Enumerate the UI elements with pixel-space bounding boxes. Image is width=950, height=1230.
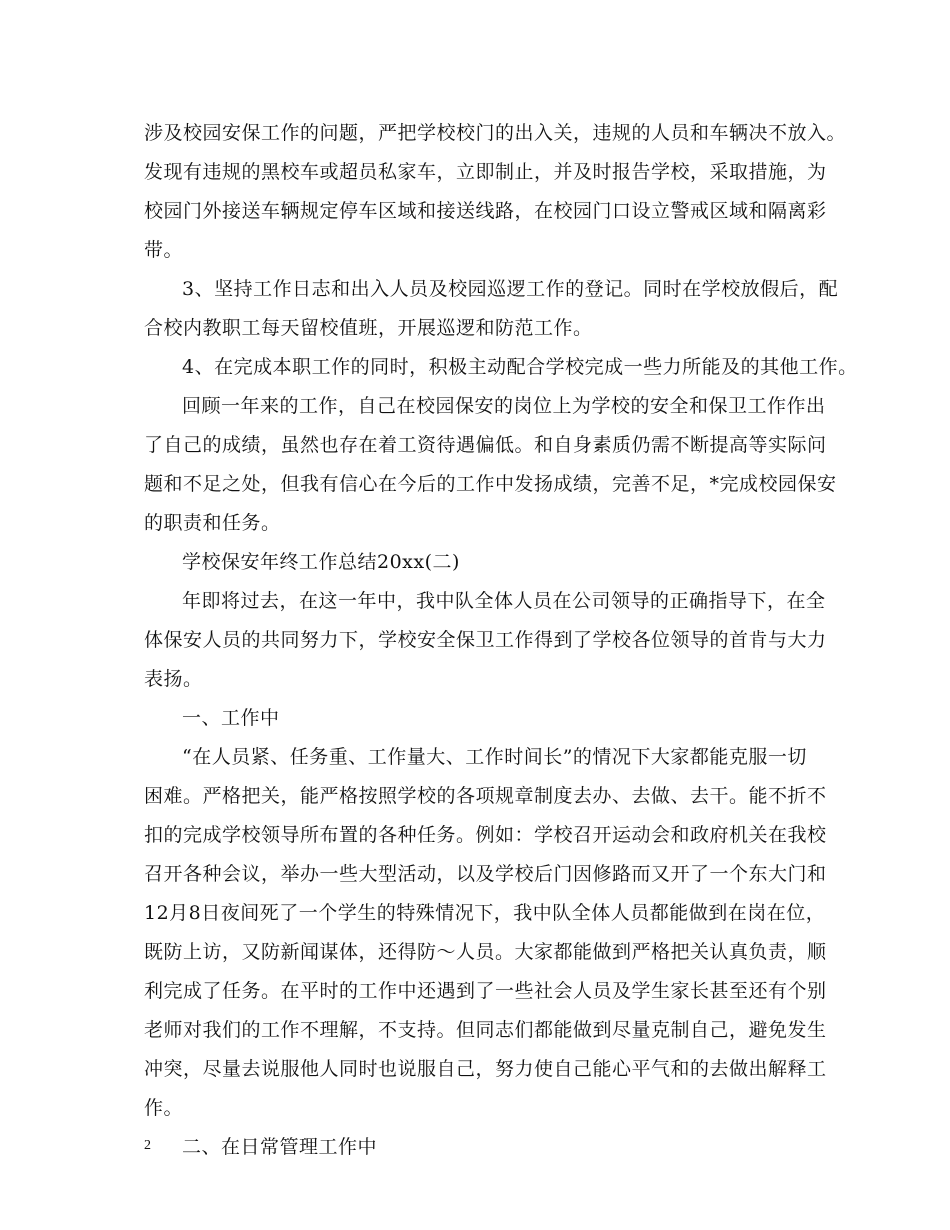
text-line: 4、在完成本职工作的同时，积极主动配合学校完成一些力所能及的其他工作。 <box>182 356 858 378</box>
text-line: 学校保安年终工作总结20xx(二) <box>182 551 460 573</box>
text-line: 3、坚持工作日志和出入人员及校园巡逻工作的登记。同时在学校放假后，配 <box>182 278 839 300</box>
text-line: 召开各种会议，举办一些大型活动，以及学校后门因修路而又开了一个东大门和 <box>144 863 827 885</box>
text-line: 体保安人员的共同努力下，学校安全保卫工作得到了学校各位领导的首肯与大力 <box>144 629 827 651</box>
text-line: 发现有违规的黑校车或超员私家车，立即制止，并及时报告学校，采取措施，为 <box>144 161 827 183</box>
text-line: 老师对我们的工作不理解，不支持。但同志们都能做到尽量克制自己，避免发生 <box>144 1019 827 1041</box>
text-line: 二、在日常管理工作中 <box>182 1136 378 1158</box>
text-line: 合校内教职工每天留校值班，开展巡逻和防范工作。 <box>144 317 593 339</box>
text-line: 一、工作中 <box>182 707 280 729</box>
text-line: 12月8日夜间死了一个学生的特殊情况下，我中队全体人员都能做到在岗在位， <box>144 902 826 924</box>
text-line: 了自己的成绩，虽然也存在着工资待遇偏低。和自身素质仍需不断提高等实际问 <box>144 434 827 456</box>
text-line: 涉及校园安保工作的问题，严把学校校门的出入关，违规的人员和车辆决不放入。 <box>144 122 847 144</box>
text-line: 的职责和任务。 <box>144 512 281 534</box>
text-line: 既防上访，又防新闻谋体，还得防～人员。大家都能做到严格把关认真负责，顺 <box>144 941 827 963</box>
text-line: 表扬。 <box>144 668 203 690</box>
text-line: 作。 <box>144 1097 184 1119</box>
text-line: 困难。严格把关，能严格按照学校的各项规章制度去办、去做、去干。能不折不 <box>144 785 827 807</box>
text-line: 年即将过去，在这一年中，我中队全体人员在公司领导的正确指导下，在全 <box>182 590 826 612</box>
text-line: 校园门外接送车辆规定停车区域和接送线路，在校园门口设立警戒区域和隔离彩 <box>144 200 827 222</box>
text-line: “在人员紧、任务重、工作量大、工作时间长”的情况下大家都能克服一切 <box>182 746 807 768</box>
text-line: 回顾一年来的工作，自己在校园保安的岗位上为学校的安全和保卫工作作出 <box>182 395 826 417</box>
document-body <box>144 114 858 1167</box>
text-line: 利完成了任务。在平时的工作中还遇到了一些社会人员及学生家长甚至还有个别 <box>144 980 827 1002</box>
text-line: 冲突，尽量去说服他人同时也说服自己，努力使自己能心平气和的去做出解释工 <box>144 1058 827 1080</box>
text-line: 扣的完成学校领导所布置的各种任务。例如：学校召开运动会和政府机关在我校 <box>144 824 827 846</box>
page-number: 2 <box>144 1138 151 1153</box>
text-line: 题和不足之处，但我有信心在今后的工作中发扬成绩，完善不足，*完成校园保安 <box>144 473 837 495</box>
text-line: 带。 <box>144 239 184 261</box>
